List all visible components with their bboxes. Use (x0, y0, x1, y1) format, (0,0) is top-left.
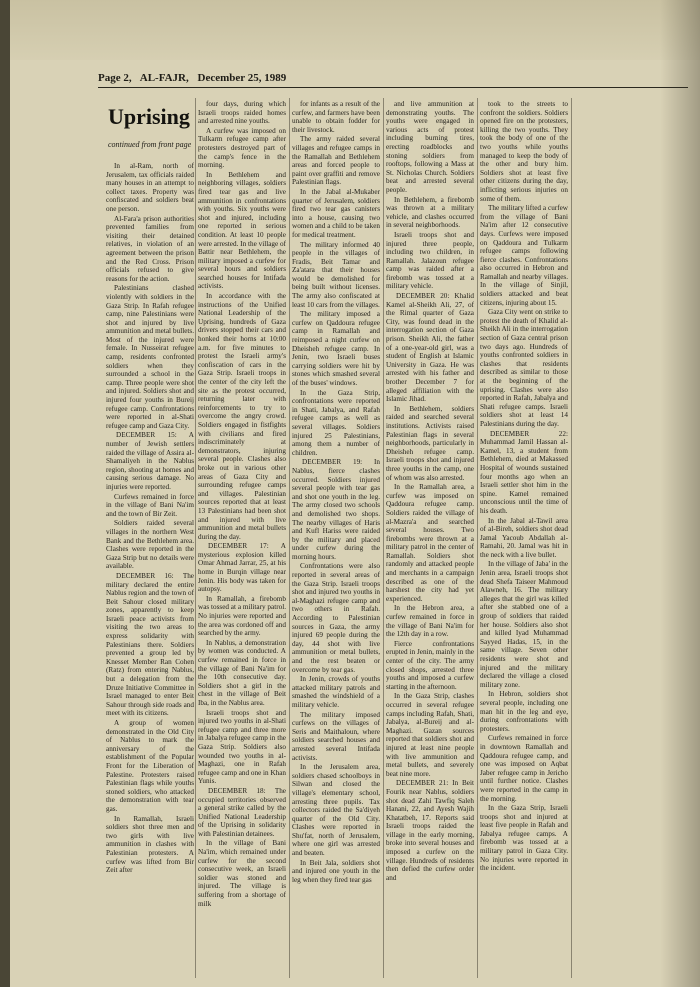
article-paragraph: In the Gaza Strip, Israeli troops shot and injured at least five people in Rafah and Jabalya refugee camps. A firebomb was tossed at a military patrol in Gaza City. No injuries were reported in the incident. (480, 804, 568, 873)
article-column-2 (198, 100, 286, 982)
article-paragraph: and live ammunition at demonstrating youths. The youths were engaged in various acts of protest including burning tires, erecting roadblocks and stoning soldiers from rooftops, following a Mass at St. Nicholas Church. Soldiers beat and arrested several people. (386, 100, 474, 194)
article-paragraph: In the village of Bani Na'im, which remained under curfew for the second consecutive week, an Israeli soldier was stoned and injured. The village is suffering from a shortage of milk (198, 839, 286, 908)
continued-note: continued from front page (108, 140, 192, 149)
article-paragraph: In the village of Jaba' in the Jenin area, Israeli troops shot dead Shefa Taiseer Mahmoud Alawneh, 16. The military alleges that the girl was killed after she stabbed one of a group of soldiers that raided her house. Soldiers also shot and killed Iyad Muhammad Sayyed Hadas, 15, in the same village. Seven other residents were shot and injured and the military declared the village a closed military zone. (480, 560, 568, 689)
article-paragraph: Israeli troops shot and injured two youths in al-Shati refugee camp and three more in Jabalya refugee camp in the Gaza Strip. Soldiers also wounded two youths in al-Maghazi, one in Rafah refugee camp and one in Khan Yunis. (198, 708, 286, 786)
article-paragraph: In the Ramallah area, a curfew was imposed on Qaddoura refugee camp. Soldiers raided the village of al-Mazra'a and searched several houses. Two firebombs were thrown at a military patrol in the center of Ramallah. Soldiers shot randomly and attacked people and merchants in a campaign described as one of the harshest the city had yet experienced. (386, 483, 474, 603)
article-paragraph: In Nablus, a demonstration by women was conducted. A curfew remained in force in the village of Bani Na'im for the 10th consecutive day. Soldiers shot a girl in the chest in the village of Beit Iba, in the Nablus area. (198, 638, 286, 707)
article-paragraph: In Ramallah, Israeli soldiers shot three men and two girls with live ammunition in clashes with Palestinian protesters. A curfew was lifted from Bir Zeit after (106, 814, 194, 875)
article-column-4 (386, 100, 474, 982)
article-paragraph: In the Gaza Strip, clashes occurred in several refugee camps including Rafah, Shati, Jabalya, al-Bureij and al-Maghazi. Gazan sources reported that soldiers shot and injured at least nine people with live ammunition and metal bullets, and severely beat nine more. (386, 692, 474, 778)
article-headline: Uprising (108, 104, 190, 129)
page-masthead (98, 72, 688, 88)
article-paragraph: In accordance with the instructions of the Unified National Leadership of the Uprising, hundreds of Gaza drivers stopped their cars and honked their horns at 10:00 a.m. for five minutes to protest the Israeli army's confiscation of cars in the Gaza Strip. Israeli troops in the center of the city left the site as the protest occurred, returning later with reinforcements to try to overcome the angry crowd. Soldiers engaged in fistfights with civilians and fired indiscriminately at demonstrators, injuring several people. Clashes also broke out in various other areas of Gaza City and surrounding refugee camps and villages. Palestinian sources reported that at least 13 Palestinians had been shot and injured with live ammunition and metal bullets during the day. (198, 292, 286, 541)
article-paragraph: Fierce confrontations erupted in Jenin, mainly in the center of the city. The army closed shops, arrested three youths and imposed a curfew starting in the afternoon. (386, 639, 474, 691)
article-paragraph: In Hebron, soldiers shot several people, including one man hit in the leg and eye, during confrontations with protesters. (480, 690, 568, 733)
article-column-5 (480, 100, 568, 982)
article-paragraph: A curfew was imposed on Tulkarm refugee camp after protesters destroyed part of the camp's fence in the morning. (198, 126, 286, 170)
article-paragraph: DECEMBER 18: The occupied territories observed a general strike called by the Unified National Leadership of the Uprising in solidarity with Palestinian detainees. (198, 786, 286, 838)
article-paragraph: The military informed 40 people in the villages of Fradis, Beit Tamar and Za'atara that their houses would be demolished for being built without licenses. The army also confiscated at least 10 cars from the villages. (292, 240, 380, 309)
article-paragraph: In Jenin, crowds of youths attacked military patrols and smashed the windshield of a military vehicle. (292, 675, 380, 709)
column-rule (383, 98, 384, 978)
issue-date: December 25, 1989 (197, 72, 287, 84)
article-paragraph: In the Gaza Strip, confrontations were reported in Shati, Jabalya, and Rafah refugee camps as well as several villages. Soldiers injured 25 Palestinians, among them a number of children. (292, 388, 380, 457)
article-paragraph: Gaza City went on strike to protest the death of Khalid al-Sheikh Ali in the interrogation section of Gaza central prison two days ago. Hundreds of youths confronted soldiers in clashes that residents described as similar to those at the beginning of the uprising. Clashes were also reported in Rafah, Jabalya and Shati refugee camps. Israeli soldiers shot at least 14 Palestinians during the day. (480, 308, 568, 428)
article-paragraph: In Bethlehem, a firebomb was thrown at a military vehicle, and clashes occurred in several neighborhoods. (386, 195, 474, 230)
article-paragraph: In Bethlehem and neighboring villages, soldiers fired tear gas and live ammunition in confrontations with youths. Six youths were shot and injured, including one reported in serious condition. At least 10 people were arrested. In the village of Battir near Bethlehem, the military imposed a curfew for several hours and soldiers searched houses for Intifada activists. (198, 170, 286, 291)
page-number: Page 2, (98, 72, 132, 84)
article-column-3 (292, 100, 380, 982)
article-paragraph: DECEMBER 17: A mysterious explosion killed Omar Ahmad Jarrar, 25, at his home in Burqin village near Jenin. His body was taken for autopsy. (198, 542, 286, 594)
article-paragraph: In Ramallah, a firebomb was tossed at a military patrol. No injuries were reported and the area was cordoned off and searched by the army. (198, 594, 286, 638)
article-paragraph: In Bethlehem, soldiers raided and searched several institutions. Activists raised Palestinian flags in several neighborhoods, particularly in Dheisheh refugee camp. Israeli troops shot and injured three youths in the camp, one of whom was also arrested. (386, 404, 474, 482)
column-rule (289, 98, 290, 978)
article-paragraph: took to the streets to confront the soldiers. Soldiers opened fire on the protesters, killing the two youths. They took the body of one of the two youths while youths managed to keep the body of the other and bury him. Soldiers shot at least five other citizens during the day, inflicting serious injuries on some of them. (480, 100, 568, 203)
article-paragraph: for infants as a result of the curfew, and farmers have been unable to obtain fodder for their livestock. (292, 100, 380, 134)
page-top-margin (10, 0, 700, 60)
article-paragraph: Palestinians clashed violently with soldiers in the Gaza Strip. In Rafah refugee camp, nine Palestinians were shot and injured by live ammunition and metal bullets. Most of the injured were female. In Nusseirat refugee camp, residents confronted soldiers when they surrounded a school in the camp. Three people were shot and injured. Soldiers shot and injured four youths in Bureij refugee camp. Confrontations were reported in al-Shati refugee camp and Gaza City. (106, 284, 194, 430)
article-paragraph: The military imposed curfews on the villages of Seris and Maithaloun, where soldiers searched houses and arrested several Intifada activists. (292, 710, 380, 762)
article-paragraph: DECEMBER 15: A number of Jewish settlers raided the village of Assira al-Shamaliyeh in the Nablus region, shooting at homes and causing serious damage. No injuries were reported. (106, 431, 194, 491)
article-paragraph: DECEMBER 22: Muhammad Jamil Hassan al-Kamel, 13, a student from Bethlehem, died at Makassed Hospital of wounds sustained four months ago when an Israeli settler shot him in the spine. Kamel remained unconscious until the time of his death. (480, 429, 568, 515)
newspaper-page (10, 0, 700, 987)
article-paragraph: Al-Fara'a prison authorities prevented families from visiting their detained relatives, in violation of an agreement between the prison and the Red Cross. Prison officials refused to give reasons for the action. (106, 214, 194, 283)
article-paragraph: In the Hebron area, a curfew remained in force in the village of Bani Na'im for the 12th day in a row. (386, 604, 474, 639)
article-paragraph: In al-Ram, north of Jerusalem, tax officials raided many houses in an attempt to collect taxes. Property was confiscated and soldiers beat one person. (106, 162, 194, 213)
article-paragraph: In the Jerusalem area, soldiers chased schoolboys in Silwan and closed the village's elementary school, arresting three pupils. Tax collectors raided the Sa'diyeh quarter of the Old City. Clashes were reported in Shu'fat, north of Jerusalem, where one girl was arrested and beaten. (292, 763, 380, 858)
article-paragraph: A group of women demonstrated in the Old City of Nablus to mark the anniversary of the establishment of the Popular Front for the Liberation of Palestine. Protesters raised Palestinian flags while youths stoned soldiers, who attacked the demonstration with tear gas. (106, 719, 194, 813)
column-rule (477, 98, 478, 978)
article-paragraph: DECEMBER 20: Khalid Kamel al-Sheikh Ali, 27, of the Rimal quarter of Gaza City, was found dead in the interrogation section of Gaza prison. Sheikh Ali, the father of a one-year-old girl, was a student of English at Islamic University in Gaza. He was arrested with his father and brother December 7 for alleged affiliation with the Islamic Jihad. (386, 292, 474, 404)
article-paragraph: Confrontations were also reported in several areas of the Gaza Strip. Israeli troops shot and injured two youths in al-Maghazi refugee camp and two others in Rafah. According to Palestinian sources in Gaza, the army injured 69 people during the day, 44 shot with live ammunition or metal bullets, and the rest beaten or overcome by tear gas. (292, 562, 380, 674)
article-paragraph: In the Jabal al-Tawil area of al-Bireh, soldiers shot dead Jamal Yacoub Abdallah al-Ramahi, 20. Jamal was hit in the neck with a live bullet. (480, 516, 568, 559)
page-binding-shadow (660, 0, 700, 987)
article-paragraph: DECEMBER 21: In Beit Fourik near Nablus, soldiers shot dead Zahi Tawfiq Saleh Hanani, 22, and Ayesh Wajih Khatatbeh, 17. Reports said Israeli troops raided the village in the early morning, broke into several houses and imposed a curfew on the village. Hundreds of residents then defied the curfew order and (386, 779, 474, 882)
paper-name: AL-FAJR, (139, 72, 189, 84)
column-rule (571, 98, 572, 978)
article-paragraph: Israeli troops shot and injured three people, including two children, in Ramallah. Jalazoun refugee camp was raided after a firebomb was tossed at a military vehicle. (386, 230, 474, 291)
column-rule (195, 98, 196, 978)
article-column-1 (106, 162, 194, 982)
article-paragraph: DECEMBER 16: The military declared the entire Nablus region and the town of Beit Sahour closed military zones, apparently to keep Israeli peace activists from visiting the two areas to express solidarity with Palestinians there. Soldiers prevented a group led by Knesset Member Ran Cohen (Ratz) from entering Nablus, but a delegation from the Druze Initiative Committee in Israel managed to enter Beit Sahour through side roads and meet with its citizens. (106, 571, 194, 718)
article-paragraph: Curfews remained in force in the village of Bani Na'im and the town of Bir Zeit. (106, 492, 194, 518)
article-paragraph: In the Jabal al-Mukaber quarter of Jerusalem, soldiers fired two tear gas canisters into a house, causing two women and a child to be taken for medical treatment. (292, 187, 380, 239)
article-paragraph: The army raided several villages and refugee camps in the Ramallah and Bethlehem areas and forced people to paint over graffiti and remove Palestinian flags. (292, 135, 380, 187)
article-paragraph: Curfews remained in force in downtown Ramallah and Qaddoura refugee camp, and one was imposed on Aqbat Jaber refugee camp in Jericho until further notice. Clashes were reported in the camp in the morning. (480, 734, 568, 803)
article-paragraph: In Beit Jala, soldiers shot and injured one youth in the leg when they fired tear gas (292, 858, 380, 884)
article-paragraph: DECEMBER 19: In Nablus, fierce clashes occurred. Soldiers injured several people with tear gas and shot one youth in the leg. The army closed two schools and demolished two shops. The nearby villages of Haris and Kufl Hariss were raided by the military and placed under curfew during the morning hours. (292, 458, 380, 561)
article-paragraph: The military imposed a curfew on Qaddoura refugee camp in Ramallah and reimposed a night curfew on Dheisheh refugee camp. In Jenin, two Israeli buses carrying soldiers were hit by stones which smashed several of the buses' windows. (292, 310, 380, 387)
article-paragraph: four days, during which Israeli troops raided homes and arrested nine youths. (198, 100, 286, 126)
article-paragraph: The military lifted a curfew from the village of Bani Na'im after 12 consecutive days. Curfews were imposed on Qaddoura and Tulkarm refugee camps following fierce clashes. Confrontations also occurred in Hebron and Ramallah and nearby villages. In the village of Sinjil, soldiers attacked and beat citizens, injuring about 15. (480, 204, 568, 307)
article-paragraph: Soldiers raided several villages in the northern West Bank and the Bethlehem area. Clashes were reported in the Gaza Strip but no details were available. (106, 519, 194, 571)
